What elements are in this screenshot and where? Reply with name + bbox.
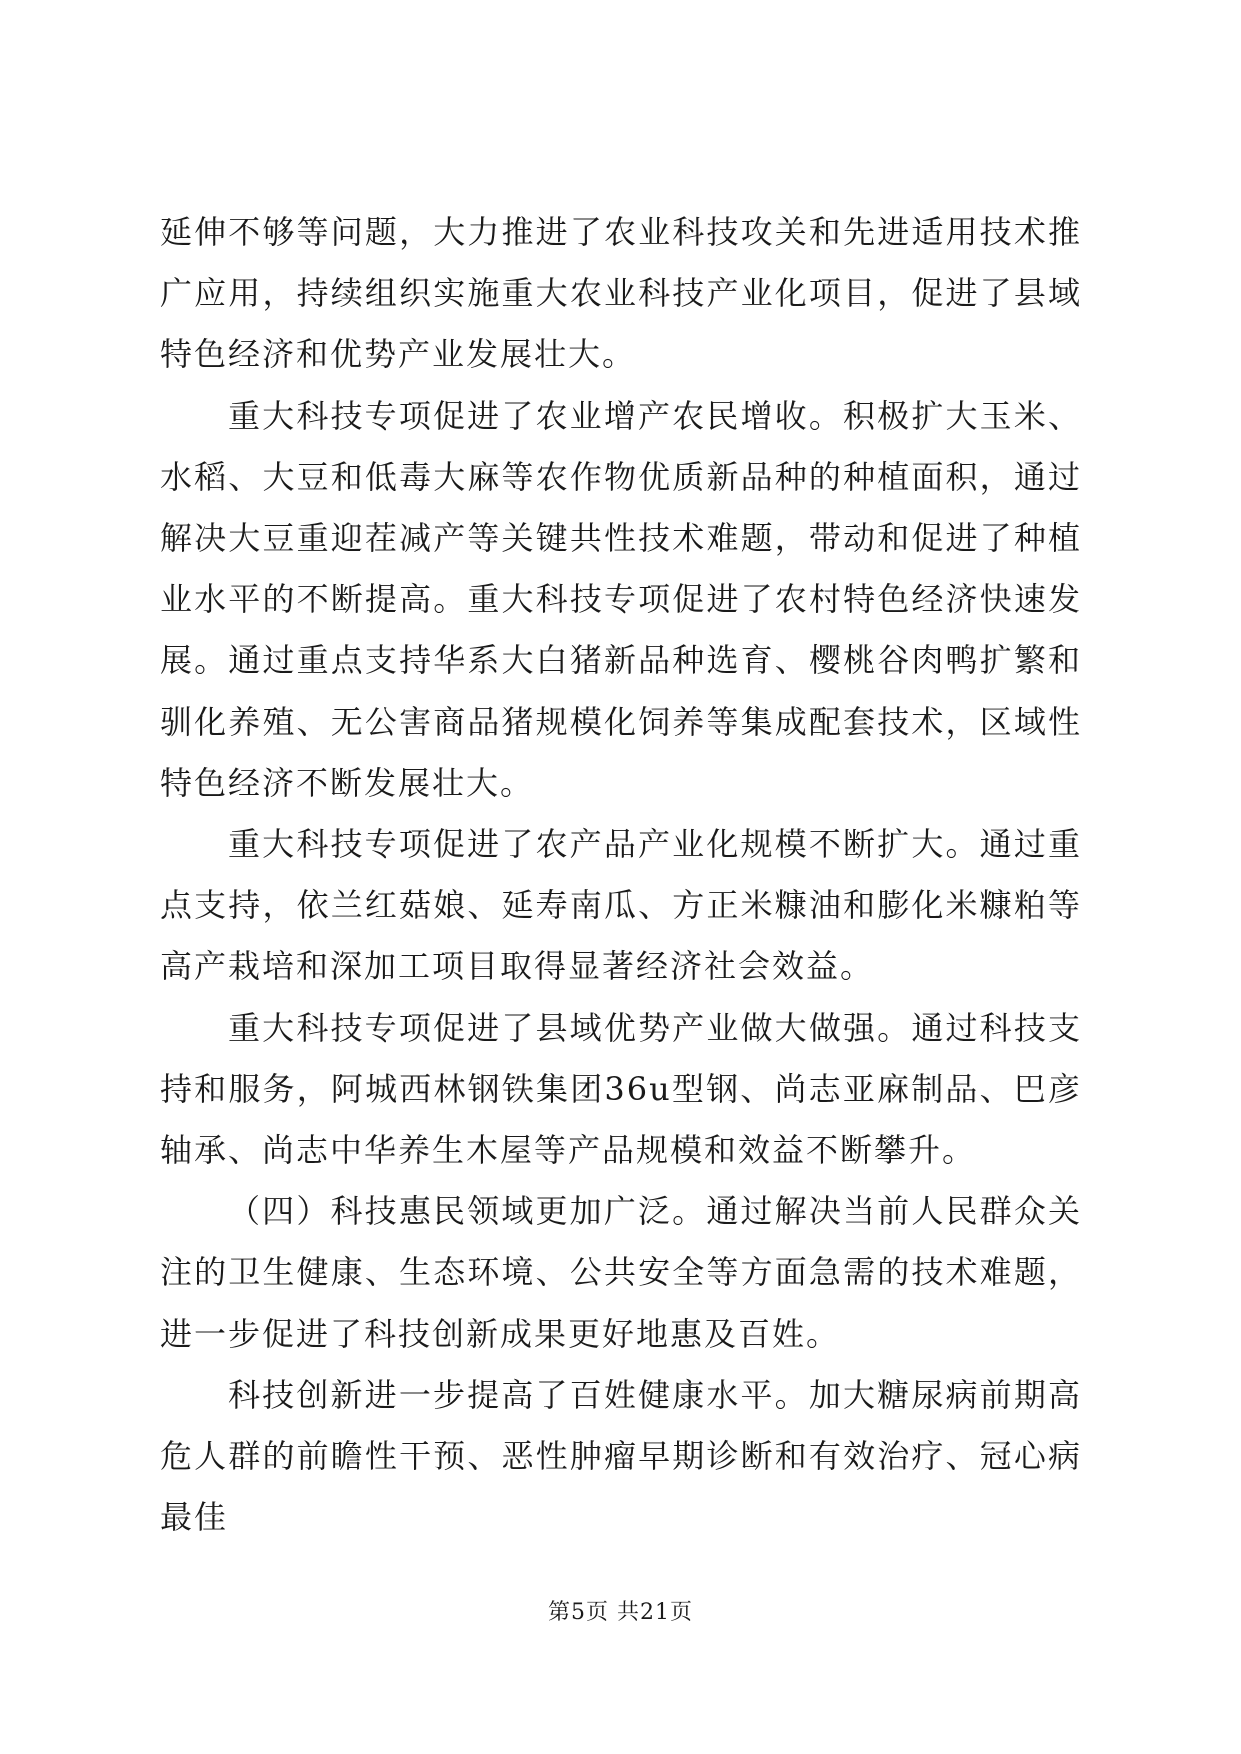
paragraph-6: 科技创新进一步提高了百姓健康水平。加大糖尿病前期高危人群的前瞻性干预、恶性肿瘤早期诊断和有效治疗、冠心病最佳: [160, 1375, 1082, 1537]
paragraph-3: 重大科技专项促进了农产品产业化规模不断扩大。通过重点支持，依兰红菇娘、延寿南瓜、方正米糠油和膨化米糠粕等高产栽培和深加工项目取得显著经济社会效益。: [160, 825, 1082, 986]
paragraph-4: 重大科技专项促进了县域优势产业做大做强。通过科技支持和服务，阿城西林钢铁集团36u型钢、尚志亚麻制品、巴彦轴承、尚志中华养生木屋等产品规模和效益不断攀升。: [160, 1008, 1082, 1170]
paragraph-1: 延伸不够等问题，大力推进了农业科技攻关和先进适用技术推广应用，持续组织实施重大农业科技产业化项目，促进了县域特色经济和优势产业发展壮大。: [160, 213, 1082, 374]
document-body: [160, 202, 1082, 1548]
page-number-footer: 第5页 共21页: [548, 1600, 693, 1625]
paragraph-2: 重大科技专项促进了农业增产农民增收。积极扩大玉米、水稻、大豆和低毒大麻等农作物优质新品种的种植面积，通过解决大豆重迎茬减产等关键共性技术难题，带动和促进了种植业水平的不断提高。重大科技专项促进了农村特色经济快速发展。通过重点支持华系大白猪新品种选育、樱桃谷肉鸭扩繁和驯化养殖、无公害商品猪规模化饲养等集成配套技术，区域性特色经济不断发展壮大。: [160, 396, 1082, 802]
paragraph-5: （四）科技惠民领域更加广泛。通过解决当前人民群众关注的卫生健康、生态环境、公共安全等方面急需的技术难题，进一步促进了科技创新成果更好地惠及百姓。: [160, 1192, 1082, 1353]
